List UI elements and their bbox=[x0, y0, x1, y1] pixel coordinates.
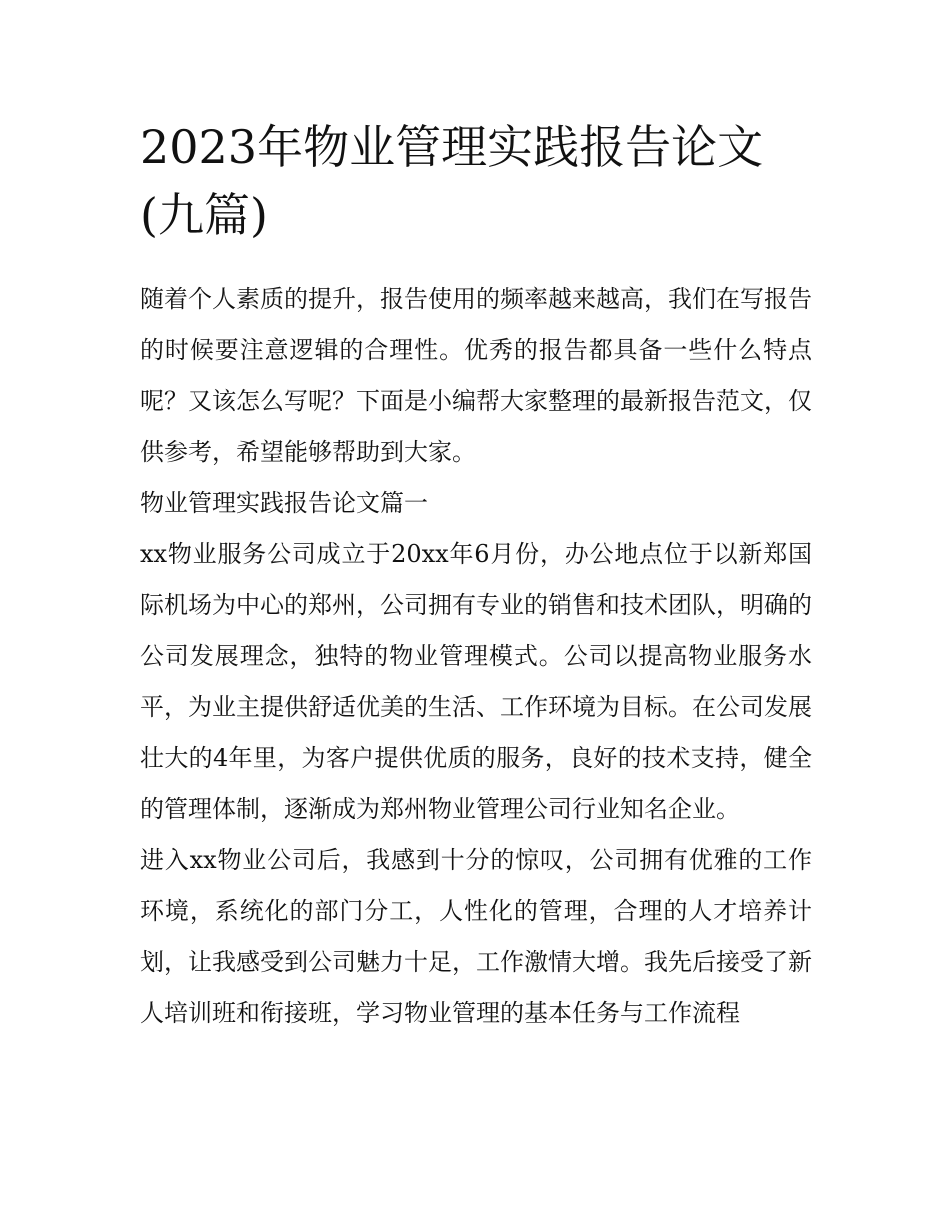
intro-paragraph: 随着个人素质的提升，报告使用的频率越来越高，我们在写报告的时候要注意逻辑的合理性。优秀的报告都具备一些什么特点呢？又该怎么写呢？下面是小编帮大家整理的最新报告范文，仅供参考，希望能够帮助到大家。 bbox=[140, 285, 812, 466]
body-paragraph-1: xx物业服务公司成立于20xx年6月份，办公地点位于以新郑国际机场为中心的郑州，公司拥有专业的销售和技术团队，明确的公司发展理念，独特的物业管理模式。公司以提高物业服务水平，为业主提供舒适优美的生活、工作环境为目标。在公司发展壮大的4年里，为客户提供优质的服务，良好的技术支持，健全的管理体制，逐渐成为郑州物业管理公司行业知名企业。 bbox=[140, 540, 812, 823]
document-body bbox=[140, 274, 812, 1039]
section-heading: 物业管理实践报告论文篇一 bbox=[140, 489, 428, 517]
document-title: 2023年物业管理实践报告论文(九篇) bbox=[140, 120, 764, 242]
body-paragraph-2: 进入xx物业公司后，我感到十分的惊叹，公司拥有优雅的工作环境，系统化的部门分工，人性化的管理，合理的人才培养计划，让我感受到公司魅力十足，工作激情大增。我先后接受了新人培训班和衔接班，学习物业管理的基本任务与工作流程 bbox=[140, 846, 812, 1027]
